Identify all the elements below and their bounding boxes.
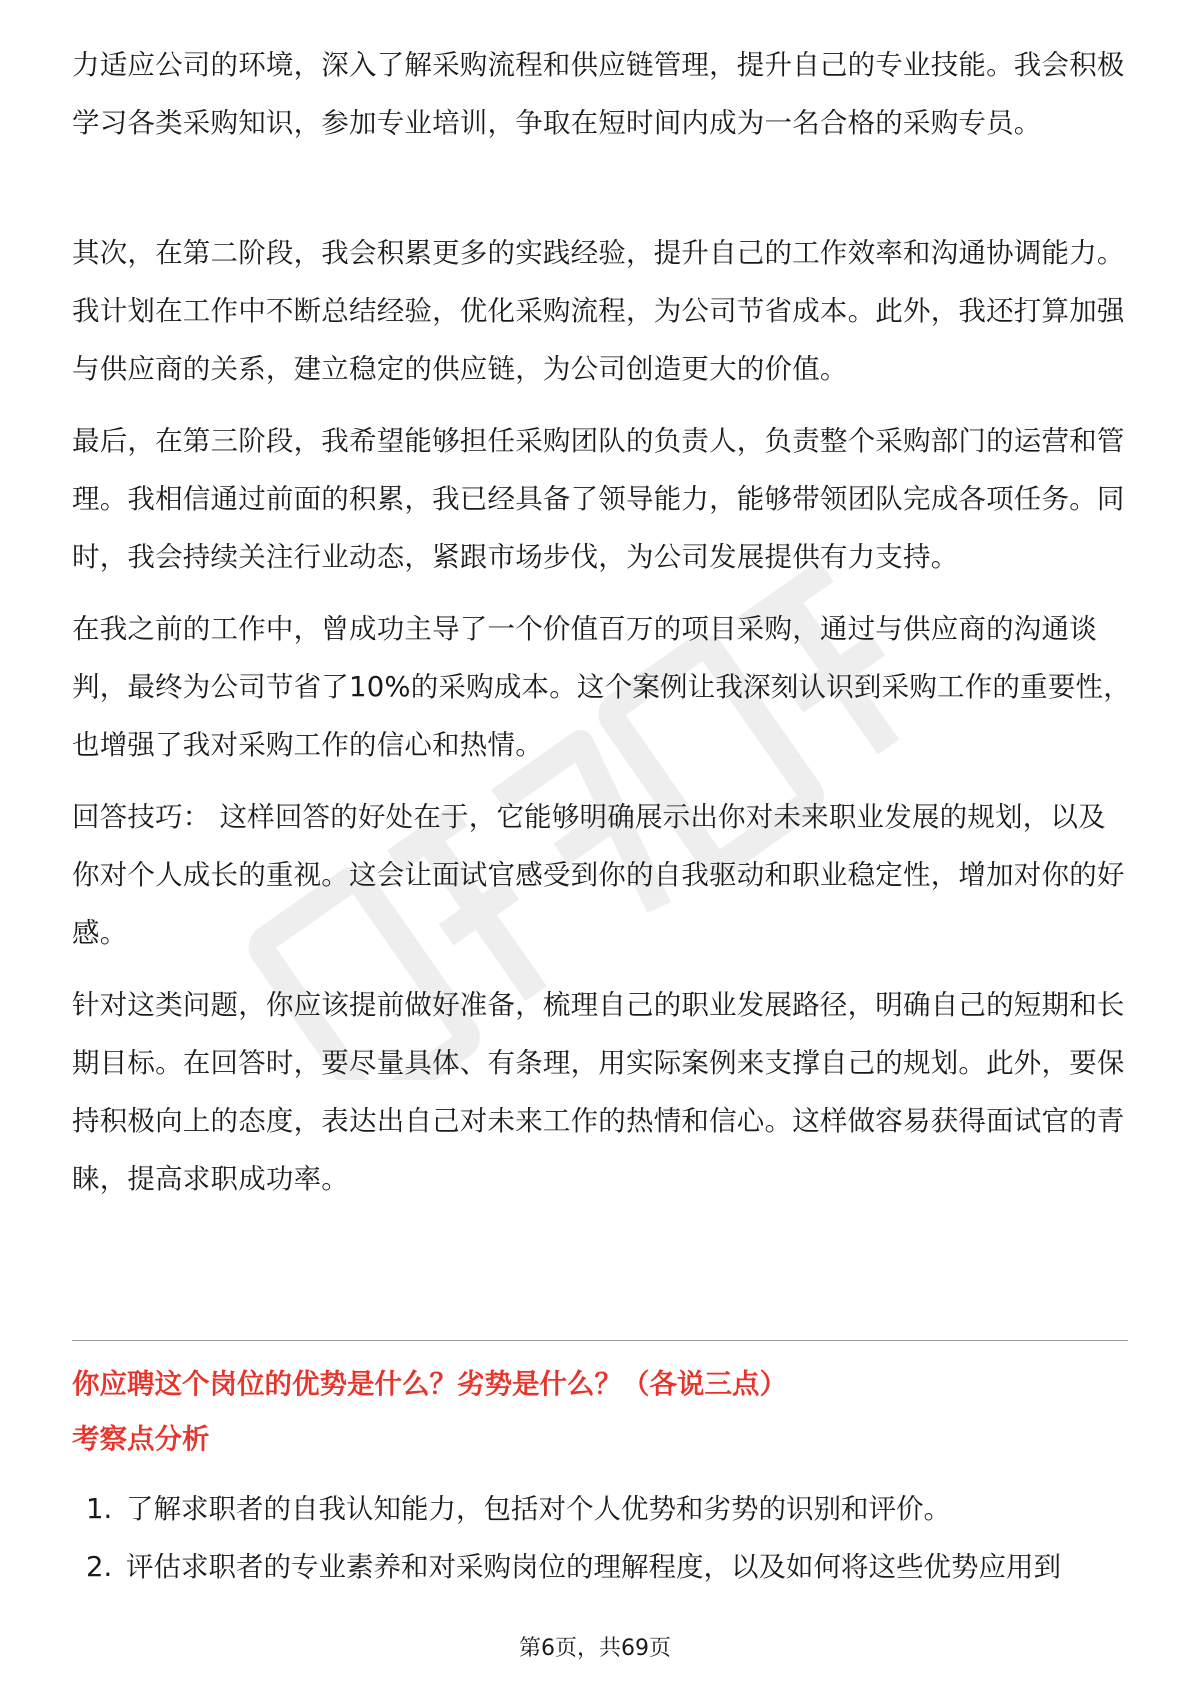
- list-item: [72, 1538, 1132, 1596]
- list-item-number: 1.: [86, 1493, 113, 1525]
- paragraph-2: 其次，在第二阶段，我会积累更多的实践经验，提升自己的工作效率和沟通协调能力。我计划在工作中不断总结经验，优化采购流程，为公司节省成本。此外，我还打算加强与供应商的关系，建立稳定的供应链，为公司创造更大的价值。: [72, 237, 1125, 385]
- paragraph-4: 在我之前的工作中，曾成功主导了一个价值百万的项目采购，通过与供应商的沟通谈判，最终为公司节省了10%的采购成本。这个案例让我深刻认识到采购工作的重要性，也增强了我对采购工作的信心和热情。: [72, 613, 1131, 761]
- page-footer: 第6页，共69页: [519, 1636, 671, 1661]
- question-heading: 你应聘这个岗位的优势是什么？劣势是什么？（各说三点）: [72, 1368, 787, 1400]
- section-divider: [72, 1340, 1128, 1341]
- paragraph-6: 针对这类问题，你应该提前做好准备，梳理自己的职业发展路径，明确自己的短期和长期目标。在回答时，要尽量具体、有条理，用实际案例来支撑自己的规划。此外，要保持积极向上的态度，表达出自己对未来工作的热情和信心。这样做容易获得面试官的青睐，提高求职成功率。: [72, 989, 1125, 1195]
- analysis-list: [72, 1480, 1132, 1596]
- list-item-text: 评估求职者的专业素养和对采购岗位的理解程度，以及如何将这些优势应用到: [126, 1551, 1061, 1583]
- list-item: [72, 1480, 1132, 1538]
- analysis-heading: 考察点分析: [72, 1423, 210, 1455]
- list-item-number: 2.: [86, 1551, 113, 1583]
- paragraph-answer-tip: 回答技巧： 这样回答的好处在于，它能够明确展示出你对未来职业发展的规划，以及你对个人成长的重视。这会让面试官感受到你的自我驱动和职业稳定性，增加对你的好感。: [72, 801, 1125, 949]
- paragraph-1: 力适应公司的环境，深入了解采购流程和供应链管理，提升自己的专业技能。我会积极学习各类采购知识，参加专业培训，争取在短时间内成为一名合格的采购专员。: [72, 49, 1125, 139]
- list-item-text: 了解求职者的自我认知能力，包括对个人优势和劣势的识别和评价。: [126, 1493, 951, 1525]
- paragraph-3: 最后，在第三阶段，我希望能够担任采购团队的负责人，负责整个采购部门的运营和管理。我相信通过前面的积累，我已经具备了领导能力，能够带领团队完成各项任务。同时，我会持续关注行业动态，紧跟市场步伐，为公司发展提供有力支持。: [72, 425, 1125, 573]
